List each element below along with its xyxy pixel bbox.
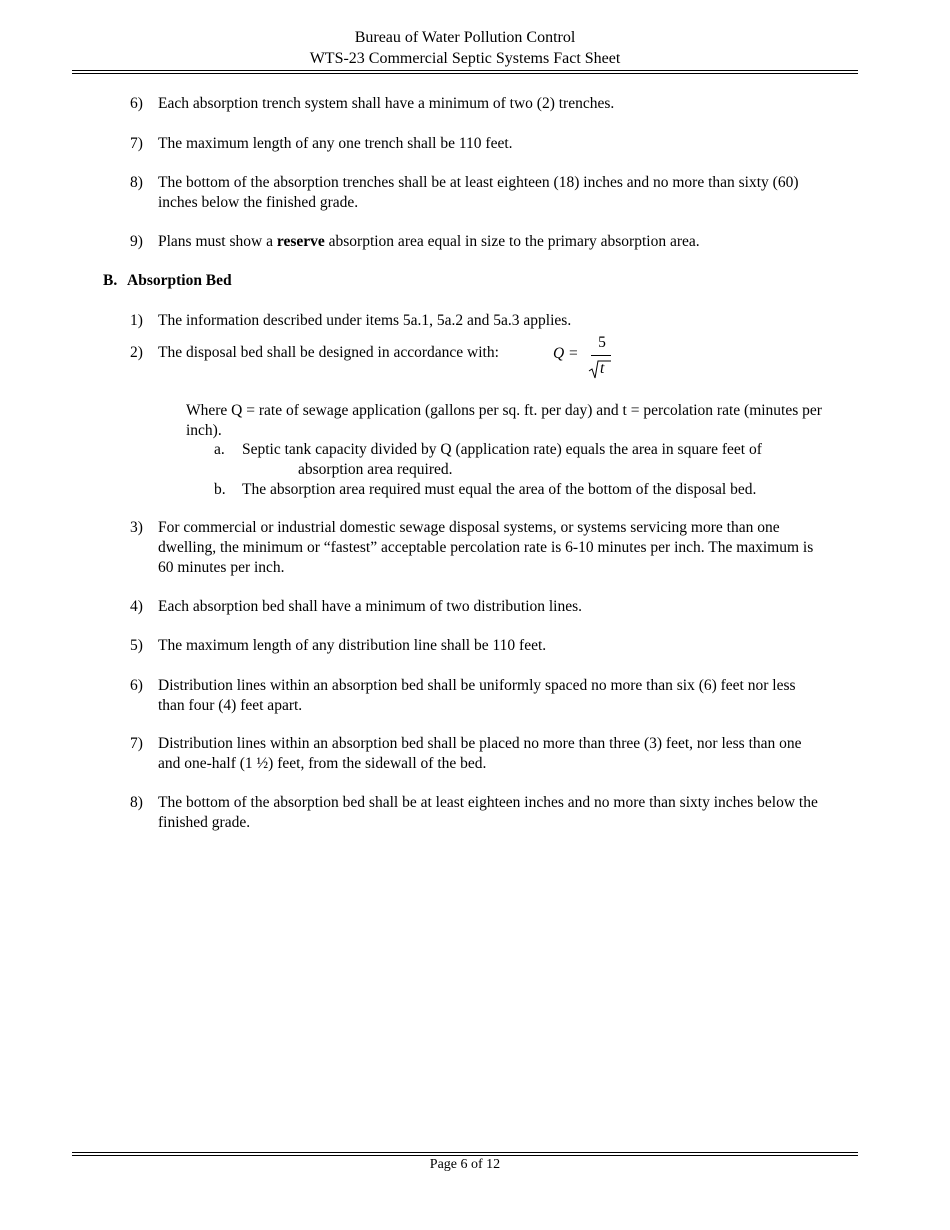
page-number: Page 6 of 12: [429, 1157, 501, 1172]
list-item: 6) Each absorption trench system shall have a minimum of two (2) trenches.: [130, 95, 615, 112]
footer-rule: [72, 1152, 858, 1153]
list-item: 9) Plans must show a reserve absorption area equal in size to the primary absorption area.: [130, 233, 700, 250]
list-item: 1) The information described under items 5a.1, 5a.2 and 5a.3 applies.: [130, 312, 572, 329]
list-item: 8) The bottom of the absorption trenches shall be at least eighteen (18) inches and no more than sixty (60) inches below the finished grade.: [130, 174, 799, 211]
list-item: 7) Distribution lines within an absorption bed shall be placed no more than three (3) feet, nor less than one and one-half (1 ½) feet, from the sidewall of the bed.: [130, 735, 802, 772]
list-item: 8) The bottom of the absorption bed shall be at least eighteen inches and no more than sixty inches below the finished grade.: [130, 794, 818, 831]
page-header: [72, 27, 858, 69]
sqrt-sign-icon: [553, 333, 623, 383]
header-rule-double: [72, 73, 858, 74]
reserve-emphasis: reserve: [276, 233, 325, 250]
header-bureau: Bureau of Water Pollution Control: [354, 29, 576, 46]
list-item: 7) The maximum length of any one trench shall be 110 feet.: [130, 135, 513, 152]
section-heading: B. Absorption Bed: [103, 272, 232, 289]
sub-list-item: a. Septic tank capacity divided by Q (application rate) equals the area in square feet of absorption area required.: [214, 441, 762, 478]
sub-list-item: b. The absorption area required must equal the area of the bottom of the disposal bed.: [214, 481, 757, 498]
where-paragraph: Where Q = rate of sewage application (gallons per sq. ft. per day) and t = percolation rate (minutes per inch).: [186, 402, 822, 439]
list-item: 6) Distribution lines within an absorption bed shall be uniformly spaced no more than six (6) feet nor less than four (4) feet apart.: [130, 677, 796, 714]
list-item: 4) Each absorption bed shall have a minimum of two distribution lines.: [130, 598, 583, 615]
header-rule: [72, 70, 858, 71]
list-item: 3) For commercial or industrial domestic sewage disposal systems, or systems servicing more than one dwelling, the minimum or “fastest” acceptable percolation rate is 6-10 minutes per inch. The maximum is 60 minutes per inch.: [130, 519, 814, 576]
header-title: WTS-23 Commercial Septic Systems Fact Sheet: [309, 50, 621, 67]
formula: Q = 5 t: [553, 333, 623, 383]
list-item: 5) The maximum length of any distribution line shall be 110 feet.: [130, 637, 547, 654]
list-item: 2) The disposal bed shall be designed in accordance with:: [130, 344, 499, 361]
